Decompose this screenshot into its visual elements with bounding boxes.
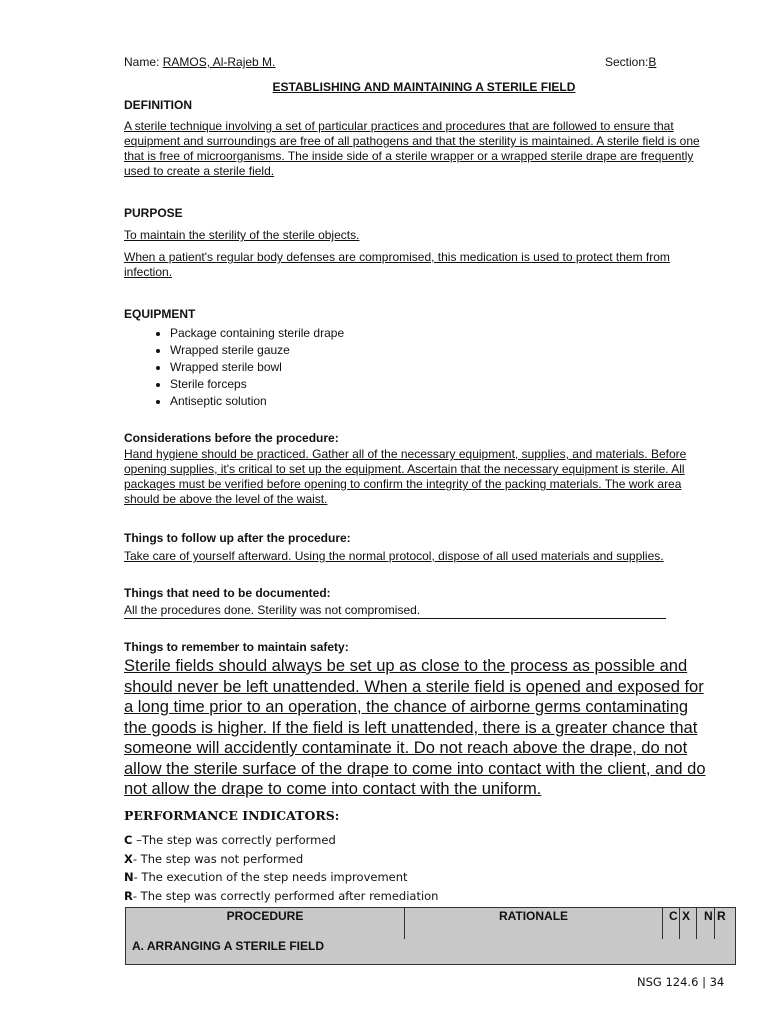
indicator-code: N [124, 870, 134, 884]
list-item: • Package containing sterile drape [170, 325, 344, 342]
considerations-line: Hand hygiene should be practiced. Gather all of the necessary equipment, supplies, and materials. Before [124, 447, 687, 461]
col-divider [679, 908, 680, 939]
list-item [124, 868, 438, 887]
indicator-text: - The step was correctly performed after remediation [132, 888, 439, 903]
considerations-line: should be above the level of the waist. [124, 492, 328, 506]
performance-list [124, 831, 438, 905]
section-value: B [648, 55, 657, 69]
definition-line: equipment and surroundings are free of all pathogens and that the sterility is maintained. A sterile field is one [124, 134, 700, 148]
col-divider [662, 908, 663, 939]
column-header-rationale: RATIONALE [498, 909, 569, 923]
follow-up-heading: Things to follow up after the procedure: [124, 531, 351, 545]
table-row: A. ARRANGING A STERILE FIELD [132, 939, 324, 953]
safety-line: should never be left unattended. When a sterile field is opened and exposed for [124, 677, 704, 696]
safety-text [124, 656, 754, 800]
equipment-heading: EQUIPMENT [124, 307, 196, 321]
safety-line: not allow the drape to come into contact with the uniform. [124, 780, 542, 798]
name-line [124, 55, 275, 70]
definition-line: that is free of microorganisms. The inside side of a sterile wrapper or a wrapped sterile drape are frequently [124, 149, 694, 163]
indicator-text: - The execution of the step needs improvement [133, 870, 408, 884]
page-number: 34 [709, 975, 725, 989]
column-header-procedure: PROCEDURE [226, 909, 304, 923]
list-item [124, 850, 438, 869]
documented-text: All the procedures done. Sterility was not compromised. [124, 603, 666, 619]
list-item [124, 831, 438, 850]
considerations-text [124, 447, 746, 507]
section-line [605, 55, 656, 70]
column-header-c: C [669, 909, 678, 923]
safety-line: allow the sterile surface of the drape to come into contact with the client, and do [124, 759, 706, 778]
indicator-text: - The step was not performed [132, 851, 304, 866]
considerations-line: opening supplies, it's critical to set up the equipment. Ascertain that the necessary equipment is sterile. All [124, 462, 685, 476]
section-label: Section: [605, 55, 649, 69]
indicator-text: –The step was correctly performed [132, 833, 336, 847]
indicator-code: X [124, 851, 133, 866]
purpose-text-2 [124, 250, 744, 280]
safety-line: Sterile fields should always be set up as close to the process as possible and [124, 657, 688, 675]
list-item: • Antiseptic solution [170, 393, 344, 410]
list-item: • Wrapped sterile bowl [170, 359, 344, 376]
safety-line: someone will accidently contaminate it. Do not reach above the drape, do not [124, 739, 688, 757]
footer-separator: | [702, 975, 706, 989]
column-header-x: X [682, 909, 691, 923]
purpose-line-1: To maintain the sterility of the sterile objects. [124, 228, 360, 242]
documented-heading: Things that need to be documented: [124, 586, 331, 600]
procedure-table [125, 907, 736, 965]
footer-course: NSG 124.6 [637, 975, 699, 989]
performance-heading: PERFORMANCE INDICATORS: [124, 808, 340, 823]
safety-line: a long time prior to an operation, the chance of airborne germs contaminating [124, 698, 689, 716]
name-value: RAMOS, Al-Rajeb M. [162, 55, 276, 69]
list-item: • Sterile forceps [170, 376, 344, 393]
definition-text [124, 119, 744, 179]
definition-heading: DEFINITION [124, 98, 192, 112]
safety-heading: Things to remember to maintain safety: [124, 640, 349, 654]
col-divider [714, 908, 715, 939]
safety-line: the goods is higher. If the field is left unattended, there is a greater chance that [124, 718, 698, 737]
equipment-list [124, 325, 344, 410]
column-header-r: R [717, 909, 726, 923]
follow-up-text: Take care of yourself afterward. Using the normal protocol, dispose of all used materials and supplies. [124, 549, 664, 563]
considerations-line: packages must be verified before opening to confirm the integrity of the packing materials. The work area [124, 477, 682, 491]
purpose-heading: PURPOSE [124, 206, 183, 220]
definition-line: A sterile technique involving a set of particular practices and procedures that are followed to ensure that [124, 119, 674, 133]
col-divider [696, 908, 697, 939]
indicator-code: R [124, 888, 133, 903]
list-item [124, 887, 438, 906]
considerations-heading: Considerations before the procedure: [124, 431, 339, 445]
definition-line: used to create a sterile field. [124, 164, 275, 178]
page-footer [637, 975, 724, 989]
column-header-n: N [704, 909, 713, 923]
page-title: ESTABLISHING AND MAINTAINING A STERILE FIELD [272, 80, 576, 94]
purpose-line: infection. [124, 265, 173, 279]
indicator-code: C [124, 833, 133, 847]
name-label: Name: [124, 55, 160, 69]
purpose-line: When a patient's regular body defenses are compromised, this medication is used to protect them from [124, 250, 670, 264]
list-item: • Wrapped sterile gauze [170, 342, 344, 359]
